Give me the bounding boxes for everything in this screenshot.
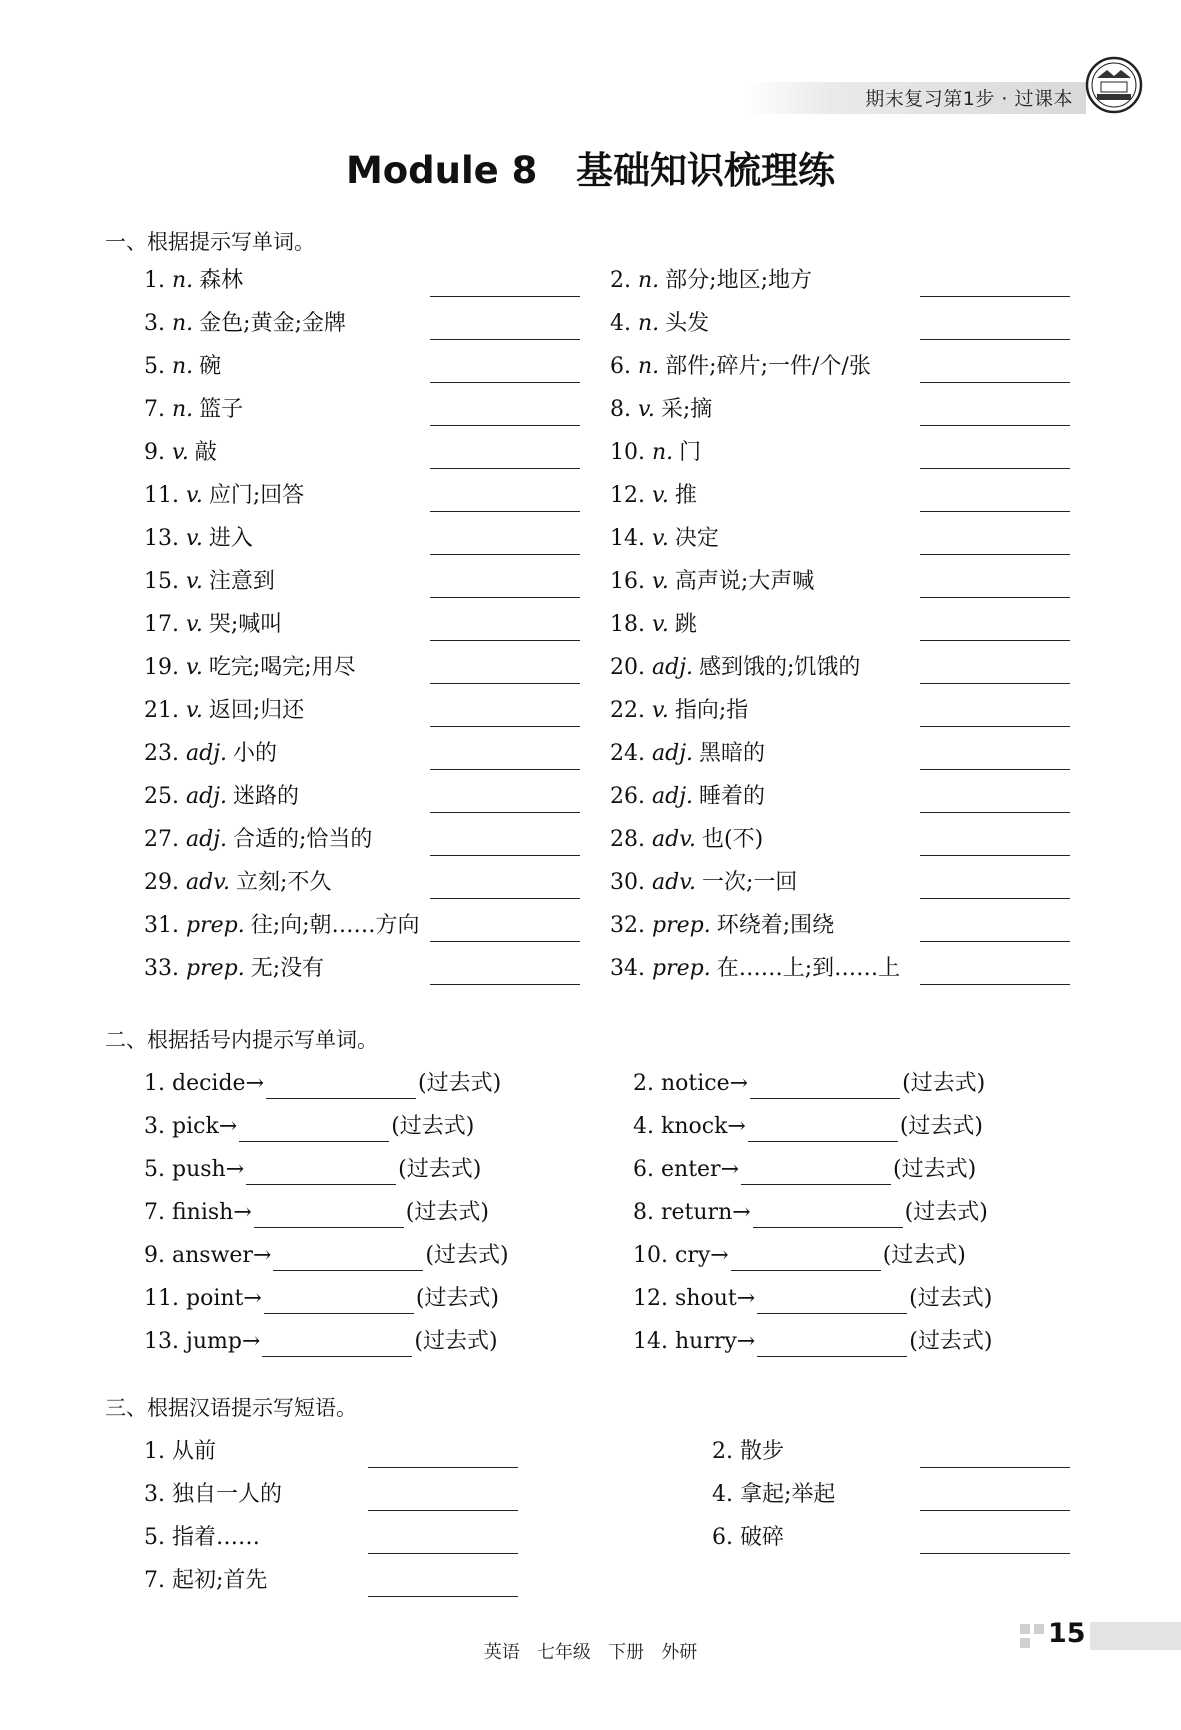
answer-blank[interactable] — [430, 898, 580, 899]
item-number: 3. — [144, 1482, 165, 1507]
item-number: 29. — [144, 870, 179, 895]
item-meaning: 碗 — [199, 354, 222, 379]
part-of-speech: n. — [638, 354, 660, 379]
part-of-speech: v. — [638, 397, 655, 422]
item-number: 13. — [144, 1329, 179, 1354]
answer-blank[interactable] — [368, 1510, 518, 1511]
answer-blank[interactable] — [731, 1246, 881, 1271]
answer-blank[interactable] — [239, 1117, 389, 1142]
word-prompt — [144, 739, 277, 769]
part-of-speech: v. — [172, 440, 189, 465]
item-number: 14. — [610, 526, 645, 551]
word-prompt — [144, 567, 275, 597]
page-marker — [1020, 1624, 1030, 1634]
part-of-speech: v. — [186, 569, 203, 594]
tense-hint: (过去式) — [391, 1114, 475, 1139]
item-meaning: 推 — [674, 483, 697, 508]
phrase-prompt — [712, 1437, 784, 1467]
answer-blank[interactable] — [920, 1553, 1070, 1554]
answer-blank[interactable] — [920, 511, 1070, 512]
tense-hint: (过去式) — [904, 1200, 988, 1225]
item-number: 26. — [610, 784, 645, 809]
base-word: point→ — [186, 1286, 262, 1311]
past-tense-prompt — [633, 1241, 966, 1271]
publisher-logo — [1085, 56, 1143, 114]
word-prompt — [610, 911, 834, 941]
answer-blank[interactable] — [430, 425, 580, 426]
page-marker — [1020, 1638, 1030, 1648]
base-word: shout→ — [675, 1286, 756, 1311]
word-prompt — [144, 868, 331, 898]
answer-blank[interactable] — [430, 597, 580, 598]
item-meaning: 迷路的 — [233, 784, 300, 809]
part-of-speech: v. — [186, 483, 203, 508]
answer-blank[interactable] — [430, 855, 580, 856]
header-text: 期末复习第1步 · 过课本 — [865, 88, 1073, 110]
item-meaning: 一次;一回 — [702, 870, 798, 895]
word-prompt — [610, 739, 765, 769]
answer-blank[interactable] — [430, 812, 580, 813]
item-meaning: 高声说;大声喊 — [674, 569, 815, 594]
word-prompt — [144, 696, 304, 726]
answer-blank[interactable] — [430, 941, 580, 942]
answer-blank[interactable] — [430, 339, 580, 340]
item-meaning: 独自一人的 — [172, 1482, 283, 1507]
answer-blank[interactable] — [920, 468, 1070, 469]
item-number: 2. — [712, 1439, 733, 1464]
answer-blank[interactable] — [262, 1332, 412, 1357]
answer-blank[interactable] — [920, 382, 1070, 383]
item-number: 3. — [144, 311, 165, 336]
base-word: pick→ — [172, 1114, 238, 1139]
item-meaning: 往;向;朝……方向 — [250, 913, 420, 938]
part-of-speech: adj. — [186, 827, 228, 852]
part-of-speech: adv. — [652, 827, 697, 852]
item-meaning: 决定 — [674, 526, 719, 551]
past-tense-prompt — [144, 1112, 474, 1142]
part-of-speech: adv. — [186, 870, 231, 895]
base-word: enter→ — [661, 1157, 739, 1182]
answer-blank[interactable] — [920, 1510, 1070, 1511]
answer-blank[interactable] — [430, 769, 580, 770]
tense-hint: (过去式) — [902, 1071, 986, 1096]
phrase-prompt — [144, 1480, 282, 1510]
item-number: 11. — [144, 1286, 179, 1311]
word-prompt — [144, 610, 282, 640]
item-number: 1. — [144, 268, 165, 293]
base-word: hurry→ — [675, 1329, 756, 1354]
part-of-speech: n. — [638, 311, 660, 336]
answer-blank[interactable] — [264, 1289, 414, 1314]
item-meaning: 散步 — [740, 1439, 785, 1464]
page-number-bar — [1090, 1622, 1181, 1650]
item-meaning: 起初;首先 — [172, 1568, 268, 1593]
part-of-speech: n. — [652, 440, 674, 465]
item-meaning: 部分;地区;地方 — [665, 268, 812, 293]
word-prompt — [610, 954, 900, 984]
item-number: 12. — [633, 1286, 668, 1311]
answer-blank[interactable] — [920, 597, 1070, 598]
answer-blank[interactable] — [430, 554, 580, 555]
section1-title: 一、根据提示写单词。 — [105, 230, 315, 254]
word-prompt — [610, 567, 814, 597]
item-number: 6. — [633, 1157, 654, 1182]
item-number: 2. — [633, 1071, 654, 1096]
item-number: 34. — [610, 956, 645, 981]
part-of-speech: v. — [186, 655, 203, 680]
tense-hint: (过去式) — [418, 1071, 502, 1096]
tense-hint: (过去式) — [415, 1286, 499, 1311]
part-of-speech: v. — [652, 698, 669, 723]
item-meaning: 返回;归还 — [208, 698, 305, 723]
answer-blank[interactable] — [748, 1117, 898, 1142]
past-tense-prompt — [633, 1155, 976, 1185]
word-prompt — [610, 696, 748, 726]
past-tense-prompt — [144, 1284, 499, 1314]
answer-blank[interactable] — [920, 769, 1070, 770]
item-number: 25. — [144, 784, 179, 809]
past-tense-prompt — [144, 1241, 509, 1271]
item-meaning: 吃完;喝完;用尽 — [208, 655, 356, 680]
base-word: notice→ — [661, 1071, 749, 1096]
answer-blank[interactable] — [920, 425, 1070, 426]
answer-blank[interactable] — [920, 726, 1070, 727]
item-number: 8. — [633, 1200, 654, 1225]
item-meaning: 感到饿的;饥饿的 — [699, 655, 861, 680]
item-number: 18. — [610, 612, 645, 637]
answer-blank[interactable] — [920, 812, 1070, 813]
footer — [0, 1638, 1181, 1664]
word-prompt — [610, 524, 719, 554]
part-of-speech: adj. — [186, 784, 228, 809]
word-prompt — [144, 954, 324, 984]
item-number: 14. — [633, 1329, 668, 1354]
answer-blank[interactable] — [920, 984, 1070, 985]
answer-blank[interactable] — [920, 640, 1070, 641]
word-prompt — [144, 438, 217, 468]
item-number: 30. — [610, 870, 645, 895]
base-word: push→ — [172, 1157, 245, 1182]
part-of-speech: adj. — [652, 741, 694, 766]
base-word: answer→ — [172, 1243, 272, 1268]
word-prompt — [610, 653, 860, 683]
item-meaning: 哭;喊叫 — [208, 612, 283, 637]
item-number: 22. — [610, 698, 645, 723]
item-number: 6. — [712, 1525, 733, 1550]
tense-hint: (过去式) — [899, 1114, 984, 1139]
base-word: jump→ — [186, 1329, 261, 1354]
part-of-speech: prep. — [186, 913, 245, 938]
phrase-prompt — [144, 1437, 216, 1467]
item-meaning: 进入 — [208, 526, 253, 551]
item-number: 5. — [144, 1525, 165, 1550]
item-number: 32. — [610, 913, 645, 938]
item-number: 8. — [610, 397, 631, 422]
past-tense-prompt — [633, 1069, 985, 1099]
footer-grade: 七年级 — [536, 1642, 591, 1663]
past-tense-prompt — [633, 1112, 983, 1142]
answer-blank[interactable] — [920, 855, 1070, 856]
page-marker — [1034, 1624, 1044, 1634]
answer-blank[interactable] — [430, 683, 580, 684]
item-meaning: 环绕着;围绕 — [716, 913, 835, 938]
page-number: 15 — [1048, 1618, 1086, 1649]
word-prompt — [144, 481, 304, 511]
answer-blank[interactable] — [920, 1467, 1070, 1468]
item-meaning: 门 — [679, 440, 702, 465]
item-number: 4. — [712, 1482, 733, 1507]
tense-hint: (过去式) — [882, 1243, 966, 1268]
item-meaning: 部件;碎片;一件/个/张 — [665, 354, 871, 379]
part-of-speech: v. — [652, 483, 669, 508]
part-of-speech: adj. — [186, 741, 228, 766]
word-prompt — [144, 524, 253, 554]
phrase-prompt — [144, 1523, 260, 1553]
past-tense-prompt — [144, 1327, 498, 1357]
part-of-speech: v. — [652, 612, 669, 637]
item-meaning: 指着…… — [172, 1525, 261, 1550]
answer-blank[interactable] — [368, 1467, 518, 1468]
item-number: 7. — [144, 397, 165, 422]
answer-blank[interactable] — [920, 296, 1070, 297]
answer-blank[interactable] — [430, 296, 580, 297]
item-meaning: 金色;黄金;金牌 — [199, 311, 346, 336]
item-meaning: 指向;指 — [674, 698, 749, 723]
tense-hint: (过去式) — [893, 1157, 977, 1182]
item-meaning: 破碎 — [740, 1525, 785, 1550]
word-prompt — [610, 481, 697, 511]
item-number: 1. — [144, 1071, 165, 1096]
part-of-speech: n. — [172, 397, 194, 422]
item-meaning: 睡着的 — [699, 784, 766, 809]
answer-blank[interactable] — [368, 1553, 518, 1554]
word-prompt — [144, 653, 356, 683]
word-prompt — [610, 868, 797, 898]
part-of-speech: n. — [172, 311, 194, 336]
answer-blank[interactable] — [368, 1596, 518, 1597]
page-title: Module 8 基础知识梳理练 — [345, 149, 836, 192]
item-number: 4. — [610, 311, 631, 336]
footer-volume: 下册 — [608, 1642, 645, 1663]
answer-blank[interactable] — [430, 511, 580, 512]
past-tense-prompt — [144, 1155, 481, 1185]
item-meaning: 立刻;不久 — [236, 870, 332, 895]
answer-blank[interactable] — [430, 382, 580, 383]
item-number: 17. — [144, 612, 179, 637]
item-meaning: 应门;回答 — [208, 483, 305, 508]
tense-hint: (过去式) — [398, 1157, 482, 1182]
base-word: cry→ — [675, 1243, 729, 1268]
item-meaning: 头发 — [665, 311, 710, 336]
answer-blank[interactable] — [920, 339, 1070, 340]
answer-blank[interactable] — [750, 1074, 900, 1099]
item-number: 11. — [144, 483, 179, 508]
answer-blank[interactable] — [430, 984, 580, 985]
past-tense-prompt — [144, 1198, 489, 1228]
item-number: 3. — [144, 1114, 165, 1139]
section3-title: 三、根据汉语提示写短语。 — [105, 1396, 357, 1420]
item-meaning: 跳 — [674, 612, 697, 637]
base-word: return→ — [661, 1200, 751, 1225]
word-prompt — [610, 610, 697, 640]
part-of-speech: adv. — [652, 870, 697, 895]
phrase-prompt — [144, 1566, 267, 1596]
item-meaning: 也(不) — [702, 827, 764, 852]
answer-blank[interactable] — [266, 1074, 416, 1099]
part-of-speech: prep. — [186, 956, 245, 981]
tense-hint: (过去式) — [425, 1243, 509, 1268]
answer-blank[interactable] — [757, 1289, 907, 1314]
part-of-speech: n. — [172, 354, 194, 379]
item-number: 1. — [144, 1439, 165, 1464]
answer-blank[interactable] — [430, 726, 580, 727]
item-number: 9. — [144, 1243, 165, 1268]
item-number: 23. — [144, 741, 179, 766]
word-prompt — [610, 395, 712, 425]
answer-blank[interactable] — [920, 941, 1070, 942]
word-prompt — [144, 266, 243, 296]
item-number: 9. — [144, 440, 165, 465]
part-of-speech: v. — [652, 569, 669, 594]
section2-title: 二、根据括号内提示写单词。 — [105, 1028, 378, 1052]
base-word: finish→ — [172, 1200, 252, 1225]
item-number: 24. — [610, 741, 645, 766]
word-prompt — [610, 352, 871, 382]
item-meaning: 篮子 — [199, 397, 244, 422]
item-number: 28. — [610, 827, 645, 852]
tense-hint: (过去式) — [414, 1329, 498, 1354]
word-prompt — [610, 266, 812, 296]
part-of-speech: prep. — [652, 956, 711, 981]
base-word: decide→ — [172, 1071, 264, 1096]
part-of-speech: adj. — [652, 655, 694, 680]
word-prompt — [144, 352, 221, 382]
item-number: 12. — [610, 483, 645, 508]
answer-blank[interactable] — [920, 683, 1070, 684]
item-number: 15. — [144, 569, 179, 594]
part-of-speech: adj. — [652, 784, 694, 809]
answer-blank[interactable] — [920, 554, 1070, 555]
item-number: 27. — [144, 827, 179, 852]
word-prompt — [610, 438, 701, 468]
part-of-speech: n. — [638, 268, 660, 293]
item-number: 16. — [610, 569, 645, 594]
answer-blank[interactable] — [757, 1332, 907, 1357]
item-number: 21. — [144, 698, 179, 723]
word-prompt — [610, 825, 763, 855]
item-meaning: 拿起;举起 — [740, 1482, 836, 1507]
item-number: 4. — [633, 1114, 654, 1139]
item-meaning: 森林 — [199, 268, 244, 293]
item-number: 33. — [144, 956, 179, 981]
answer-blank[interactable] — [254, 1203, 404, 1228]
item-number: 10. — [610, 440, 645, 465]
part-of-speech: v. — [186, 698, 203, 723]
tense-hint: (过去式) — [405, 1200, 489, 1225]
item-number: 5. — [144, 354, 165, 379]
item-meaning: 在……上;到……上 — [716, 956, 901, 981]
footer-subject: 英语 — [483, 1642, 520, 1663]
word-prompt — [144, 911, 420, 941]
item-meaning: 从前 — [172, 1439, 217, 1464]
item-meaning: 注意到 — [208, 569, 275, 594]
part-of-speech: v. — [652, 526, 669, 551]
word-prompt — [610, 782, 765, 812]
item-number: 6. — [610, 354, 631, 379]
answer-blank[interactable] — [741, 1160, 891, 1185]
item-meaning: 无;没有 — [250, 956, 325, 981]
word-prompt — [610, 309, 709, 339]
answer-blank[interactable] — [246, 1160, 396, 1185]
part-of-speech: n. — [172, 268, 194, 293]
item-number: 10. — [633, 1243, 668, 1268]
answer-blank[interactable] — [920, 898, 1070, 899]
item-meaning: 小的 — [233, 741, 278, 766]
answer-blank[interactable] — [753, 1203, 903, 1228]
part-of-speech: v. — [186, 526, 203, 551]
past-tense-prompt — [144, 1069, 501, 1099]
phrase-prompt — [712, 1480, 835, 1510]
part-of-speech: v. — [186, 612, 203, 637]
item-number: 7. — [144, 1200, 165, 1225]
past-tense-prompt — [633, 1198, 988, 1228]
answer-blank[interactable] — [430, 468, 580, 469]
item-number: 20. — [610, 655, 645, 680]
tense-hint: (过去式) — [909, 1286, 993, 1311]
item-number: 2. — [610, 268, 631, 293]
item-number: 7. — [144, 1568, 165, 1593]
item-number: 31. — [144, 913, 179, 938]
answer-blank[interactable] — [430, 640, 580, 641]
item-meaning: 合适的;恰当的 — [233, 827, 373, 852]
item-number: 13. — [144, 526, 179, 551]
word-prompt — [144, 309, 346, 339]
item-number: 19. — [144, 655, 179, 680]
word-prompt — [144, 782, 299, 812]
past-tense-prompt — [633, 1327, 992, 1357]
tense-hint: (过去式) — [909, 1329, 993, 1354]
footer-edition: 外研 — [661, 1642, 698, 1663]
past-tense-prompt — [633, 1284, 992, 1314]
word-prompt — [144, 825, 372, 855]
part-of-speech: prep. — [652, 913, 711, 938]
phrase-prompt — [712, 1523, 784, 1553]
item-meaning: 采;摘 — [660, 397, 713, 422]
item-meaning: 敲 — [194, 440, 217, 465]
item-meaning: 黑暗的 — [699, 741, 766, 766]
item-number: 5. — [144, 1157, 165, 1182]
answer-blank[interactable] — [273, 1246, 423, 1271]
base-word: knock→ — [661, 1114, 746, 1139]
word-prompt — [144, 395, 243, 425]
